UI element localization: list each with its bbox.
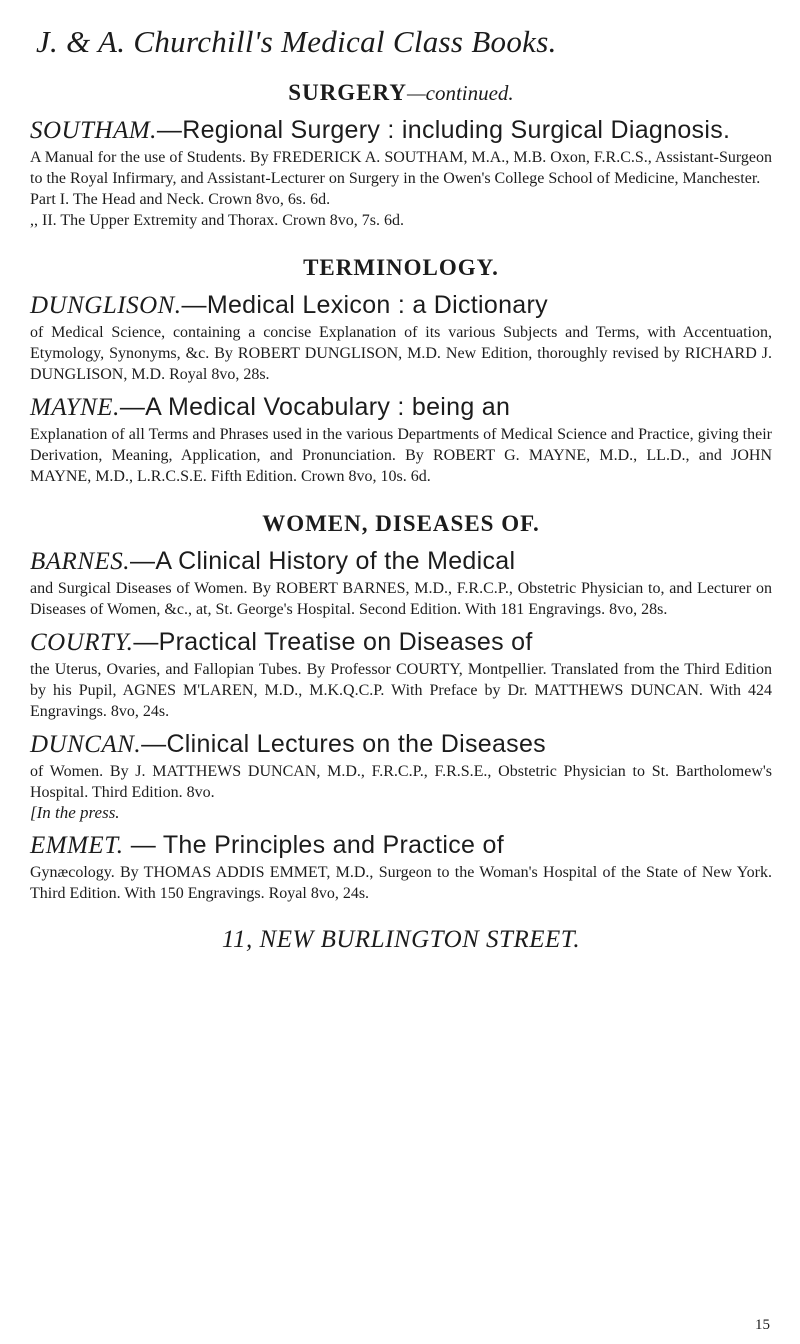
entry-part: Part I. The Head and Neck. Crown 8vo, 6s. 6d. [30, 191, 331, 208]
entry-title: —Regional Surgery : including Surgical Diagnosis. [156, 116, 731, 144]
page-number: 15 [755, 1317, 770, 1333]
entry-dunglison [30, 289, 772, 385]
entry-lead [30, 829, 772, 862]
entry-author: EMMET. [30, 832, 124, 859]
in-press-note: [In the press. [30, 803, 120, 822]
entry-description: Explanation of all Terms and Phrases used in the various Departments of Medical Science and Practice, giving their Derivation, Meaning, Application, and Pronunciation. By ROBERT G. MAYNE, M.D., LL.D., and JOHN MAYNE, M.D., L.R.C.S.E. Fifth Edition. Crown 8vo, 10s. 6d. [30, 426, 772, 485]
section-heading-surgery [30, 78, 772, 108]
entry-author: SOUTHAM. [30, 117, 157, 144]
section-heading-suffix: —continued. [406, 81, 514, 105]
entry-description: the Uterus, Ovaries, and Fallopian Tubes. By Professor COURTY, Montpellier. Translated from the Third Edition by his Pupil, AGNES M'LAREN, M.D., M.K.Q.C.P. With Preface by Dr. MATTHEWS DUNCAN. With 424 Engravings. 8vo, 24s. [30, 661, 772, 720]
entry-part: ,, II. The Upper Extremity and Thorax. Crown 8vo, 7s. 6d. [30, 212, 405, 229]
entry-barnes [30, 545, 772, 620]
entry-lead [30, 391, 772, 424]
entry-southam [30, 114, 772, 231]
page [30, 22, 772, 954]
running-head: J. & A. Churchill's Medical Class Books. [36, 24, 557, 59]
entry-mayne [30, 391, 772, 487]
entry-author: DUNGLISON. [30, 292, 182, 319]
section-heading-text: TERMINOLOGY. [303, 255, 499, 280]
entry-title: —A Medical Vocabulary : being an [119, 393, 511, 421]
entry-emmet [30, 829, 772, 904]
section-heading-terminology [30, 253, 772, 283]
entry-title: —A Clinical History of the Medical [130, 547, 516, 575]
entry-title: —Practical Treatise on Diseases of [133, 628, 533, 656]
section-heading-women [30, 509, 772, 539]
entry-lead [30, 728, 772, 761]
entry-lead [30, 626, 772, 659]
entry-lead [30, 114, 772, 147]
entry-author: BARNES. [30, 548, 131, 575]
entry-description: and Surgical Diseases of Women. By ROBERT BARNES, M.D., F.R.C.P., Obstetric Physician to, and Lecturer on Diseases of Women, &c., at, St. George's Hospital. Second Edition. With 181 Engravings. 8vo, 28s. [30, 580, 772, 618]
entry-description: A Manual for the use of Students. By FREDERICK A. SOUTHAM, M.A., M.B. Oxon, F.R.C.S., Assistant-Surgeon to the Royal Infirmary, and Assistant-Lecturer on Surgery in the Owen's College School of Medicine, Manchester. [30, 149, 772, 187]
entry-title: —Medical Lexicon : a Dictionary [181, 291, 548, 319]
entry-description: Gynæcology. By THOMAS ADDIS EMMET, M.D., Surgeon to the Woman's Hospital of the State of New York. Third Edition. With 150 Engravings. Royal 8vo, 24s. [30, 864, 772, 902]
section-heading-text: WOMEN, DISEASES OF. [262, 511, 540, 536]
entry-courty [30, 626, 772, 722]
entry-description: of Medical Science, containing a concise Explanation of its various Subjects and Terms, with Accentuation, Etymology, Synonyms, &c. By ROBERT DUNGLISON, M.D. New Edition, thoroughly revised by RICHARD J. DUNGLISON, M.D. Royal 8vo, 28s. [30, 324, 772, 383]
entry-author: MAYNE. [30, 394, 120, 421]
section-heading-text: SURGERY [288, 80, 407, 105]
publisher-address: 11, NEW BURLINGTON STREET. [221, 926, 581, 953]
entry-author: DUNCAN. [30, 731, 142, 758]
entry-lead [30, 545, 772, 578]
entry-lead [30, 289, 772, 322]
entry-author: COURTY. [30, 629, 134, 656]
entry-title: — The Principles and Practice of [123, 831, 504, 859]
entry-duncan [30, 728, 772, 823]
entry-description: of Women. By J. MATTHEWS DUNCAN, M.D., F.R.C.P., F.R.S.E., Obstetric Physician to St. Bartholomew's Hospital. Third Edition. 8vo. [30, 763, 772, 801]
entry-title: —Clinical Lectures on the Diseases [141, 730, 546, 758]
